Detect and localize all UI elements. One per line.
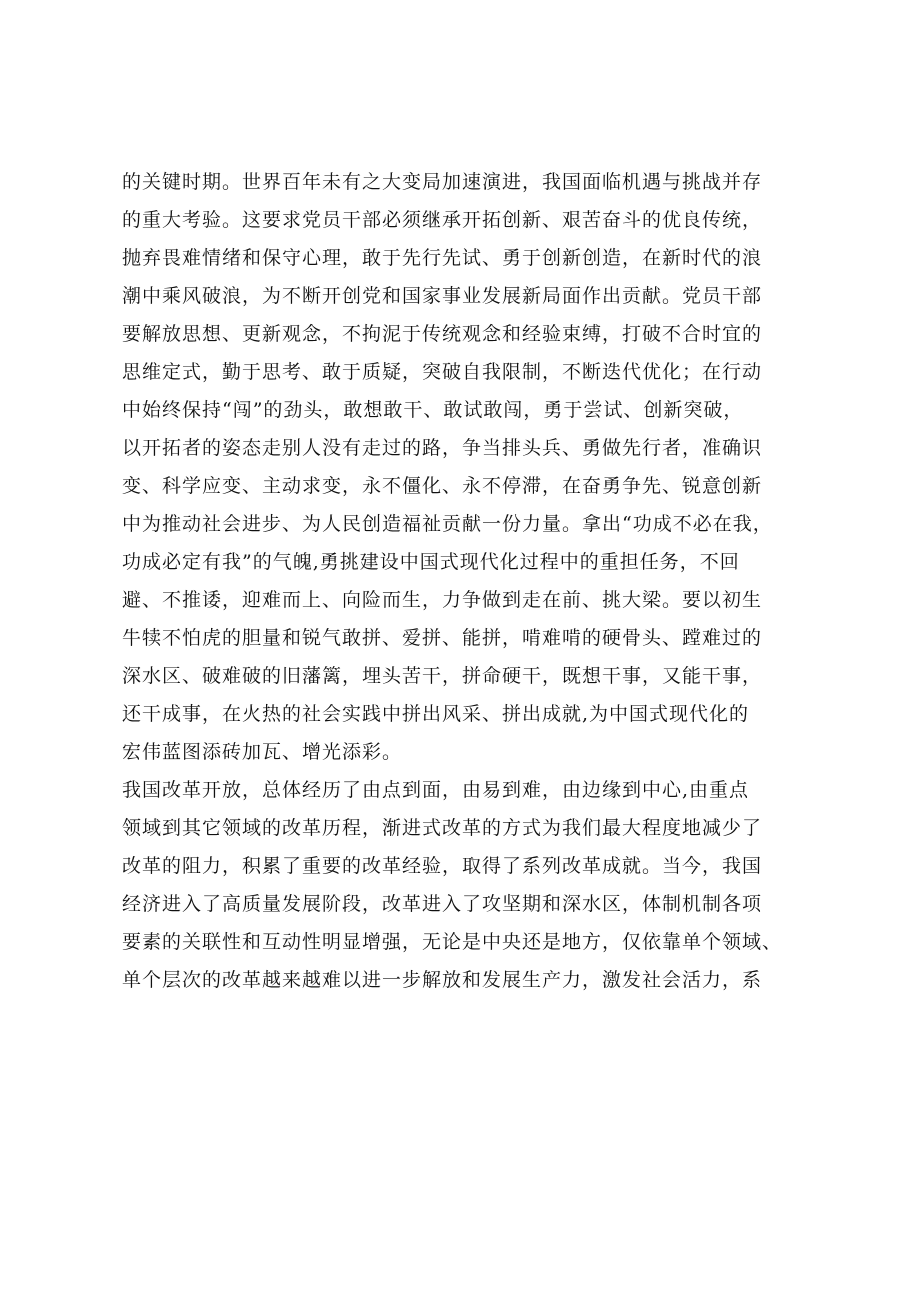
text-line: 功成必定有我”的气魄,勇挑建设中国式现代化过程中的重担任务，不回 bbox=[122, 551, 740, 573]
text-line: 单个层次的改革越来越难以进一步解放和发展生产力，激发社会活力，系 bbox=[122, 969, 763, 991]
text-line: 还干成事，在火热的社会实践中拼出风采、拼出成就,为中国式现代化的 bbox=[122, 703, 750, 725]
body-text bbox=[122, 163, 812, 999]
text-line: 抛弃畏难情绪和保守心理，敢于先行先试、勇于创新创造，在新时代的浪 bbox=[122, 247, 763, 269]
text-line: 要解放思想、更新观念，不拘泥于传统观念和经验束缚，打破不合时宜的 bbox=[122, 323, 763, 345]
text-line: 中始终保持“闯”的劲头，敢想敢干、敢试敢闯，勇于尝试、创新突破， bbox=[122, 399, 744, 421]
text-line: 中为推动社会进步、为人民创造福祉贡献一份力量。拿出“功成不必在我， bbox=[122, 513, 773, 535]
text-line: 思维定式，勤于思考、敢于质疑，突破自我限制，不断迭代优化；在行动 bbox=[122, 361, 763, 383]
text-line: 以开拓者的姿态走别人没有走过的路，争当排头兵、勇做先行者，准确识 bbox=[122, 437, 763, 459]
text-line: 变、科学应变、主动求变，永不僵化、永不停滞，在奋勇争先、锐意创新 bbox=[122, 475, 763, 497]
text-line: 领域到其它领域的改革历程，渐进式改革的方式为我们最大程度地减少了 bbox=[122, 817, 763, 839]
text-line: 的关键时期。世界百年未有之大变局加速演进，我国面临机遇与挑战并存 bbox=[122, 171, 763, 193]
text-line: 经济进入了高质量发展阶段，改革进入了攻坚期和深水区，体制机制各项 bbox=[122, 893, 763, 915]
text-line: 我国改革开放，总体经历了由点到面，由易到难，由边缘到中心,由重点 bbox=[122, 779, 750, 801]
text-line: 改革的阻力，积累了重要的改革经验，取得了系列改革成就。当今，我国 bbox=[122, 855, 763, 877]
text-line: 潮中乘风破浪，为不断开创党和国家事业发展新局面作出贡献。党员干部 bbox=[122, 285, 763, 307]
text-line: 的重大考验。这要求党员干部必须继承开拓创新、艰苦奋斗的优良传统， bbox=[122, 209, 763, 231]
text-line: 要素的关联性和互动性明显增强，无论是中央还是地方，仅依靠单个领域、 bbox=[122, 931, 783, 953]
text-line: 避、不推诿，迎难而上、向险而生，力争做到走在前、挑大梁。要以初生 bbox=[122, 589, 763, 611]
text-line: 宏伟蓝图添砖加瓦、增光添彩。 bbox=[122, 741, 403, 763]
text-line: 牛犊不怕虎的胆量和锐气敢拼、爱拼、能拼，啃难啃的硬骨头、蹚难过的 bbox=[122, 627, 763, 649]
text-line: 深水区、破难破的旧藩篱，埋头苦干，拼命硬干，既想干事，又能干事， bbox=[122, 665, 763, 687]
